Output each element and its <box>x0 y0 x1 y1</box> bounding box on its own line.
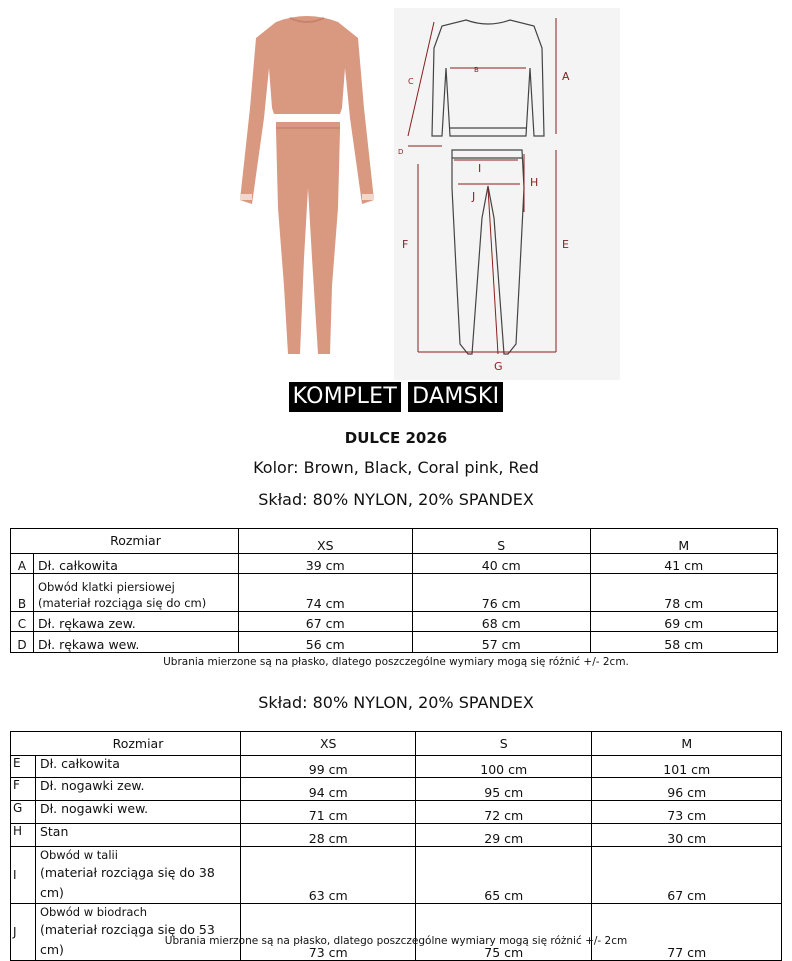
diagram-label-f: F <box>402 238 409 251</box>
size-header-label: Rozmiar <box>35 732 241 756</box>
row-name: Dł. nogawki zew. <box>35 778 241 801</box>
row-value: 73 cm <box>592 801 782 824</box>
row-value: 57 cm <box>413 632 591 653</box>
composition-line-bottom: Skład: 80% NYLON, 20% SPANDEX <box>258 693 534 712</box>
row-value: 72 cm <box>415 801 592 824</box>
row-name: Dł. nogawki wew. <box>35 801 241 824</box>
row-name: Dł. rękawa wew. <box>33 632 238 653</box>
row-value: 67 cm <box>592 847 782 904</box>
row-name: Dł. rękawa zew. <box>33 612 238 632</box>
row-value: 95 cm <box>415 778 592 801</box>
row-value: 69 cm <box>590 612 778 632</box>
row-value: 76 cm <box>413 574 591 612</box>
row-name-cell <box>35 847 241 904</box>
diagram-label-j: J <box>472 190 476 203</box>
top-size-table <box>10 528 778 653</box>
row-value: 63 cm <box>241 847 416 904</box>
row-name: Dł. całkowita <box>33 554 238 574</box>
bottom-size-table <box>10 731 782 961</box>
diagram-label-i: I <box>478 162 482 175</box>
row-value: 101 cm <box>592 756 782 778</box>
row-value: 41 cm <box>590 554 778 574</box>
diagram-label-a: A <box>562 70 570 83</box>
row-value: 100 cm <box>415 756 592 778</box>
measurement-note: Ubrania mierzone są na płasko, dlatego poszczególne wymiary mogą się różnić +/- 2cm <box>164 935 628 947</box>
row-name-note: (materiał rozciąga się do 38 cm) <box>39 865 215 900</box>
table-row <box>11 824 782 847</box>
table-row <box>11 632 778 653</box>
row-value: 58 cm <box>590 632 778 653</box>
row-letter: B <box>11 574 34 612</box>
row-value: 74 cm <box>238 574 413 612</box>
size-header-label: Rozmiar <box>33 529 238 554</box>
row-value: 75 cm <box>415 904 592 961</box>
row-value: 71 cm <box>241 801 416 824</box>
row-name-cell <box>33 574 238 612</box>
row-letter: F <box>11 778 36 801</box>
size-header: M <box>590 529 778 554</box>
diagram-label-d: D <box>398 148 404 156</box>
row-value: 40 cm <box>413 554 591 574</box>
row-value: 67 cm <box>238 612 413 632</box>
title-word: DAMSKI <box>408 382 503 412</box>
table-row <box>11 756 782 778</box>
measurement-note: Ubrania mierzone są na płasko, dlatego poszczególne wymiary mogą się różnić +/- 2cm. <box>163 656 629 668</box>
row-value: 28 cm <box>241 824 416 847</box>
row-letter: A <box>11 554 34 574</box>
row-letter: C <box>11 612 34 632</box>
row-value: 94 cm <box>241 778 416 801</box>
table-row <box>11 801 782 824</box>
row-name: Dł. całkowita <box>35 756 241 778</box>
size-header: XS <box>238 529 413 554</box>
table-row <box>11 847 782 904</box>
row-letter: I <box>11 847 36 904</box>
row-name-note: (materiał rozciąga się do cm) <box>37 596 207 610</box>
diagram-label-c: C <box>408 77 414 86</box>
table-row <box>11 612 778 632</box>
row-letter: H <box>11 824 36 847</box>
row-value: 29 cm <box>415 824 592 847</box>
row-value: 65 cm <box>415 847 592 904</box>
title-word: KOMPLET <box>289 382 401 412</box>
row-value: 77 cm <box>592 904 782 961</box>
colors-line: Kolor: Brown, Black, Coral pink, Red <box>253 458 539 477</box>
row-value: 99 cm <box>241 756 416 778</box>
row-name: Obwód w talii <box>39 848 118 862</box>
diagram-label-e: E <box>562 238 569 251</box>
row-letter: D <box>11 632 34 653</box>
row-name-note: (materiał rozciąga się do 53 cm) <box>39 922 215 957</box>
table-row <box>11 554 778 574</box>
row-value: 78 cm <box>590 574 778 612</box>
table-row <box>11 778 782 801</box>
row-value: 56 cm <box>238 632 413 653</box>
row-letter: E <box>11 756 36 778</box>
row-letter: J <box>11 904 36 961</box>
composition-line: Skład: 80% NYLON, 20% SPANDEX <box>258 490 534 509</box>
table-row <box>11 574 778 612</box>
leggings-shape <box>276 122 340 354</box>
table-header-row <box>11 732 782 756</box>
row-value: 30 cm <box>592 824 782 847</box>
size-header: M <box>592 732 782 756</box>
row-value: 39 cm <box>238 554 413 574</box>
product-title <box>0 382 792 412</box>
size-header: S <box>415 732 592 756</box>
size-diagram <box>394 8 620 380</box>
size-header: S <box>413 529 591 554</box>
row-name: Stan <box>35 824 241 847</box>
row-name: Obwód klatki piersiowej <box>37 580 175 594</box>
product-photo <box>224 8 390 368</box>
size-header: XS <box>241 732 416 756</box>
row-value: 68 cm <box>413 612 591 632</box>
row-name: Obwód w biodrach <box>39 905 147 919</box>
diagram-label-b: B <box>474 66 479 74</box>
row-value: 73 cm <box>241 904 416 961</box>
model-name: DULCE 2026 <box>344 429 448 447</box>
table-header-row <box>11 529 778 554</box>
row-letter: G <box>11 801 36 824</box>
row-value: 96 cm <box>592 778 782 801</box>
diagram-label-h: H <box>530 176 539 189</box>
diagram-label-g: G <box>494 360 503 373</box>
